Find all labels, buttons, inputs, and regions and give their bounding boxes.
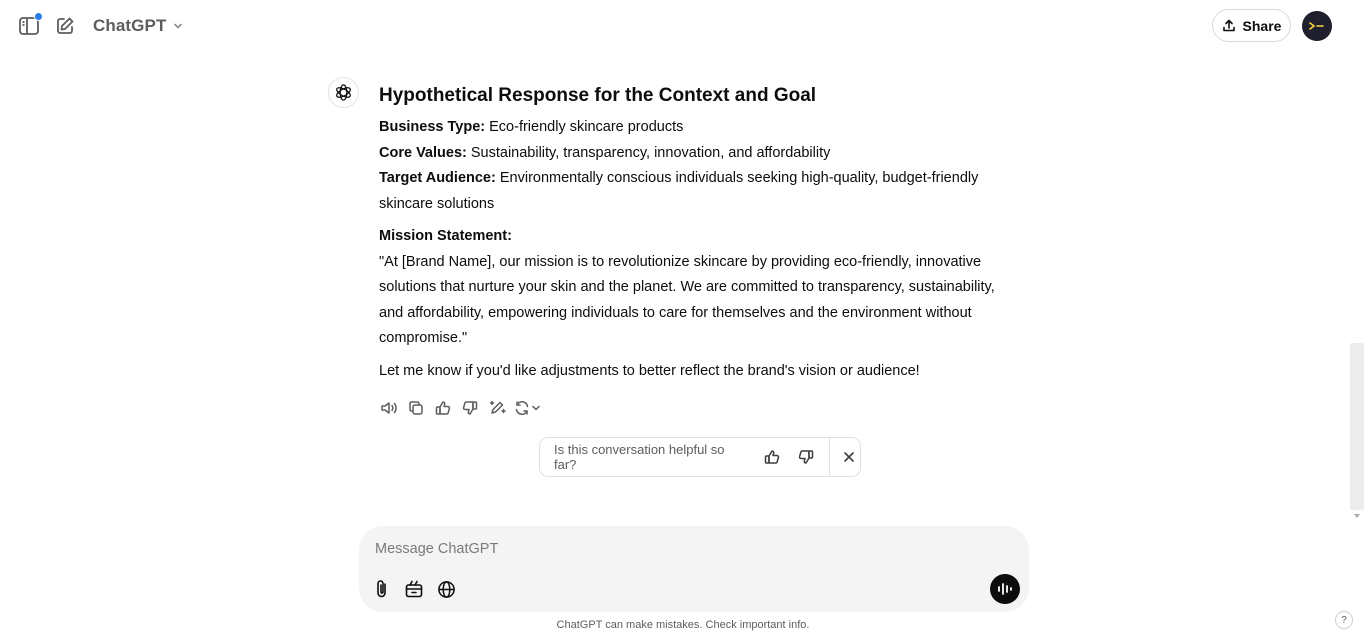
openai-logo-icon — [334, 83, 353, 102]
conversation-feedback — [539, 437, 861, 477]
share-label: Share — [1242, 17, 1282, 34]
waveform-icon — [997, 582, 1013, 596]
message-actions — [379, 398, 546, 418]
copy-button[interactable] — [406, 398, 426, 418]
mission-label: Mission Statement: — [379, 228, 512, 244]
tools-button[interactable] — [403, 578, 425, 600]
thumbs-down-icon — [462, 400, 478, 416]
speaker-icon — [380, 400, 398, 416]
refresh-icon — [514, 400, 530, 416]
feedback-divider — [829, 438, 830, 476]
thumbs-down-icon — [798, 449, 814, 465]
web-search-button[interactable] — [435, 578, 457, 600]
thumbs-up-icon — [764, 449, 780, 465]
help-button[interactable]: ? — [1335, 611, 1353, 629]
assistant-message — [379, 82, 1009, 384]
globe-icon — [437, 580, 456, 599]
mission-statement: "At [Brand Name], our mission is to revolutionize skincare by providing eco-friendly, innovative solutions that nurture your skin and the planet. We are committed to transparency, sustainability, and affordability, empowering individuals to care for themselves and the environment without compromise." — [379, 253, 995, 346]
paperclip-icon — [373, 579, 391, 599]
toolbox-icon — [404, 579, 424, 599]
feedback-question: Is this conversation helpful so far? — [554, 442, 725, 472]
share-icon — [1222, 19, 1236, 33]
scrollbar-thumb[interactable] — [1350, 343, 1364, 510]
target-audience-line — [379, 166, 1009, 217]
avatar-glyph-icon — [1308, 21, 1326, 31]
new-chat-button[interactable] — [53, 14, 77, 38]
bad-response-button[interactable] — [460, 398, 480, 418]
target-audience-label: Target Audience: — [379, 170, 496, 186]
notification-dot — [34, 12, 43, 21]
good-response-button[interactable] — [433, 398, 453, 418]
target-audience-value: Environmentally conscious individuals seeking high-quality, budget-friendly skincare solutions — [379, 170, 979, 212]
close-icon — [843, 451, 855, 463]
user-avatar[interactable] — [1302, 11, 1332, 41]
message-heading: Hypothetical Response for the Context and Goal — [379, 85, 817, 106]
edit-in-canvas-button[interactable] — [487, 398, 507, 418]
business-type-line — [379, 115, 1009, 141]
copy-icon — [408, 400, 424, 416]
mission-label-line — [379, 224, 1009, 250]
message-composer — [359, 526, 1029, 612]
business-type-label: Business Type: — [379, 119, 486, 135]
regenerate-button[interactable] — [514, 398, 546, 418]
assistant-avatar — [328, 77, 359, 108]
scroll-down-arrow[interactable] — [1354, 514, 1360, 518]
read-aloud-button[interactable] — [379, 398, 399, 418]
share-button[interactable] — [1212, 9, 1291, 42]
edit-icon — [55, 16, 75, 36]
feedback-not-helpful-button[interactable] — [795, 446, 817, 468]
disclaimer: ChatGPT can make mistakes. Check important info. — [556, 619, 810, 631]
business-type-value: Eco-friendly skincare products — [485, 119, 684, 135]
sidebar-toggle-button[interactable] — [17, 14, 41, 38]
top-bar — [0, 0, 1366, 52]
pen-sparkle-icon — [489, 400, 506, 416]
model-title: ChatGPT — [93, 16, 167, 35]
feedback-helpful-button[interactable] — [761, 446, 783, 468]
thumbs-up-icon — [435, 400, 451, 416]
closing-line: Let me know if you'd like adjustments to better reflect the brand's vision or audience! — [379, 362, 920, 379]
message-input[interactable] — [375, 538, 995, 560]
attach-button[interactable] — [371, 578, 393, 600]
core-values-value: Sustainability, transparency, innovation, and affordability — [466, 144, 831, 161]
feedback-close-button[interactable] — [838, 446, 860, 468]
chevron-down-icon — [531, 403, 541, 413]
chevron-down-icon — [172, 20, 184, 32]
core-values-line — [379, 141, 1009, 167]
core-values-label: Core Values: — [379, 144, 467, 161]
model-selector[interactable] — [86, 10, 191, 42]
voice-mode-button[interactable] — [990, 574, 1020, 604]
